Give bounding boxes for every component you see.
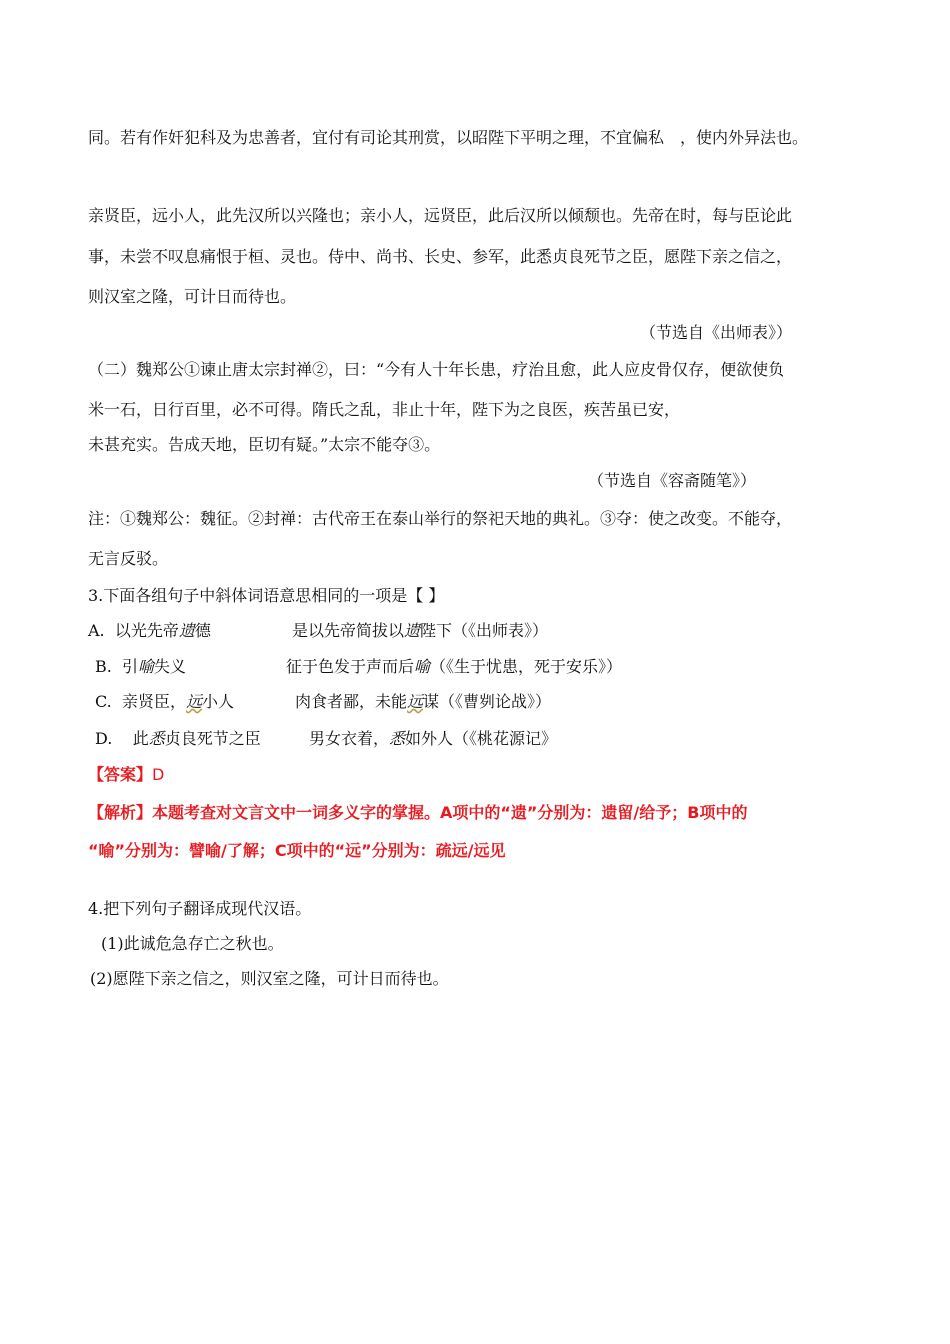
analysis-line-1: 【解析】本题考查对文言文中一词多义字的掌握。A项中的“遗”分别为：遗留/给予；B项中的 <box>88 803 748 822</box>
keyword: 喻 <box>138 657 155 676</box>
keyword: 悉 <box>148 729 165 748</box>
option-b: B. 引喻失义 <box>95 657 187 676</box>
answer <box>88 764 164 786</box>
keyword: 悉 <box>389 729 406 748</box>
question-3-stem: 3.下面各组句子中斜体词语意思相同的一项是【 】 <box>88 586 445 605</box>
passage-1-source: （节选自《出师表》） <box>640 323 793 342</box>
option-a: A. 以光先帝遗德 <box>88 621 211 640</box>
passage-2-source: （节选自《容斋随笔》） <box>588 471 757 490</box>
passage-1-para-2-line-3: 则汉室之隆，可计日而待也。 <box>88 287 297 306</box>
notes-line-2: 无言反驳。 <box>88 549 169 568</box>
keyword: 遗 <box>404 621 421 640</box>
keyword: 遗 <box>178 621 195 640</box>
question-4-sentence-1: (1)此诚危急存亡之秋也。 <box>101 934 284 953</box>
option-d: D. 此悉贞良死节之臣 <box>95 729 261 748</box>
passage-1-para-2-line-1: 亲贤臣，远小人，此先汉所以兴隆也；亲小人，远贤臣，此后汉所以倾颓也。先帝在时，每与臣论此 <box>88 206 793 225</box>
keyword: 远 <box>185 692 202 711</box>
notes-line-1: 注：①魏郑公：魏征。②封禅：古代帝王在泰山举行的祭祀天地的典礼。③夺：使之改变。不能夺， <box>88 509 793 528</box>
passage-1-para-1: 同。若有作奸犯科及为忠善者，宜付有司论其刑赏，以昭陛下平明之理，不宜偏私 ，使内外异法也。 <box>88 128 809 147</box>
answer-value: D <box>152 765 165 784</box>
option-c-compare: 肉食者鄙，未能远谋（《曹刿论战》） <box>295 692 552 711</box>
question-4-stem: 4.把下列句子翻译成现代汉语。 <box>88 899 312 918</box>
answer-tag: 【答案】 <box>88 765 153 784</box>
keyword: 远 <box>407 692 424 711</box>
passage-2-line-2: 米一石，日行百里，必不可得。隋氏之乱，非止十年，陛下为之良医，疾苦虽已安， <box>88 400 681 419</box>
analysis-line-2: “喻”分别为：譬喻/了解；C项中的“远”分别为：疏远/远见 <box>88 841 506 860</box>
option-a-compare: 是以先帝简拔以遗陛下（《出师表》） <box>292 621 549 640</box>
option-d-compare: 男女衣着，悉如外人（《桃花源记》 <box>309 729 558 748</box>
passage-1-para-2-line-2: 事，未尝不叹息痛恨于桓、灵也。侍中、尚书、长史、参军，此悉贞良死节之臣，愿陛下亲之信之， <box>88 247 793 266</box>
passage-2-line-3: 未甚充实。告成天地，臣切有疑。”太宗不能夺③。 <box>88 435 441 454</box>
question-4-sentence-2: (2)愿陛下亲之信之，则汉室之隆，可计日而待也。 <box>90 969 449 988</box>
option-c: C. 亲贤臣，远小人 <box>95 692 234 711</box>
passage-2-line-1: （二）魏郑公①谏止唐太宗封禅②，曰：“今有人十年长患，疗治且愈，此人应皮骨仅存，便欲使负 <box>88 360 785 379</box>
option-b-compare: 征于色发于声而后喻（《生于忧患，死于安乐》） <box>286 657 623 676</box>
analysis-tag: 【解析】 <box>88 803 153 822</box>
keyword: 喻 <box>414 657 431 676</box>
